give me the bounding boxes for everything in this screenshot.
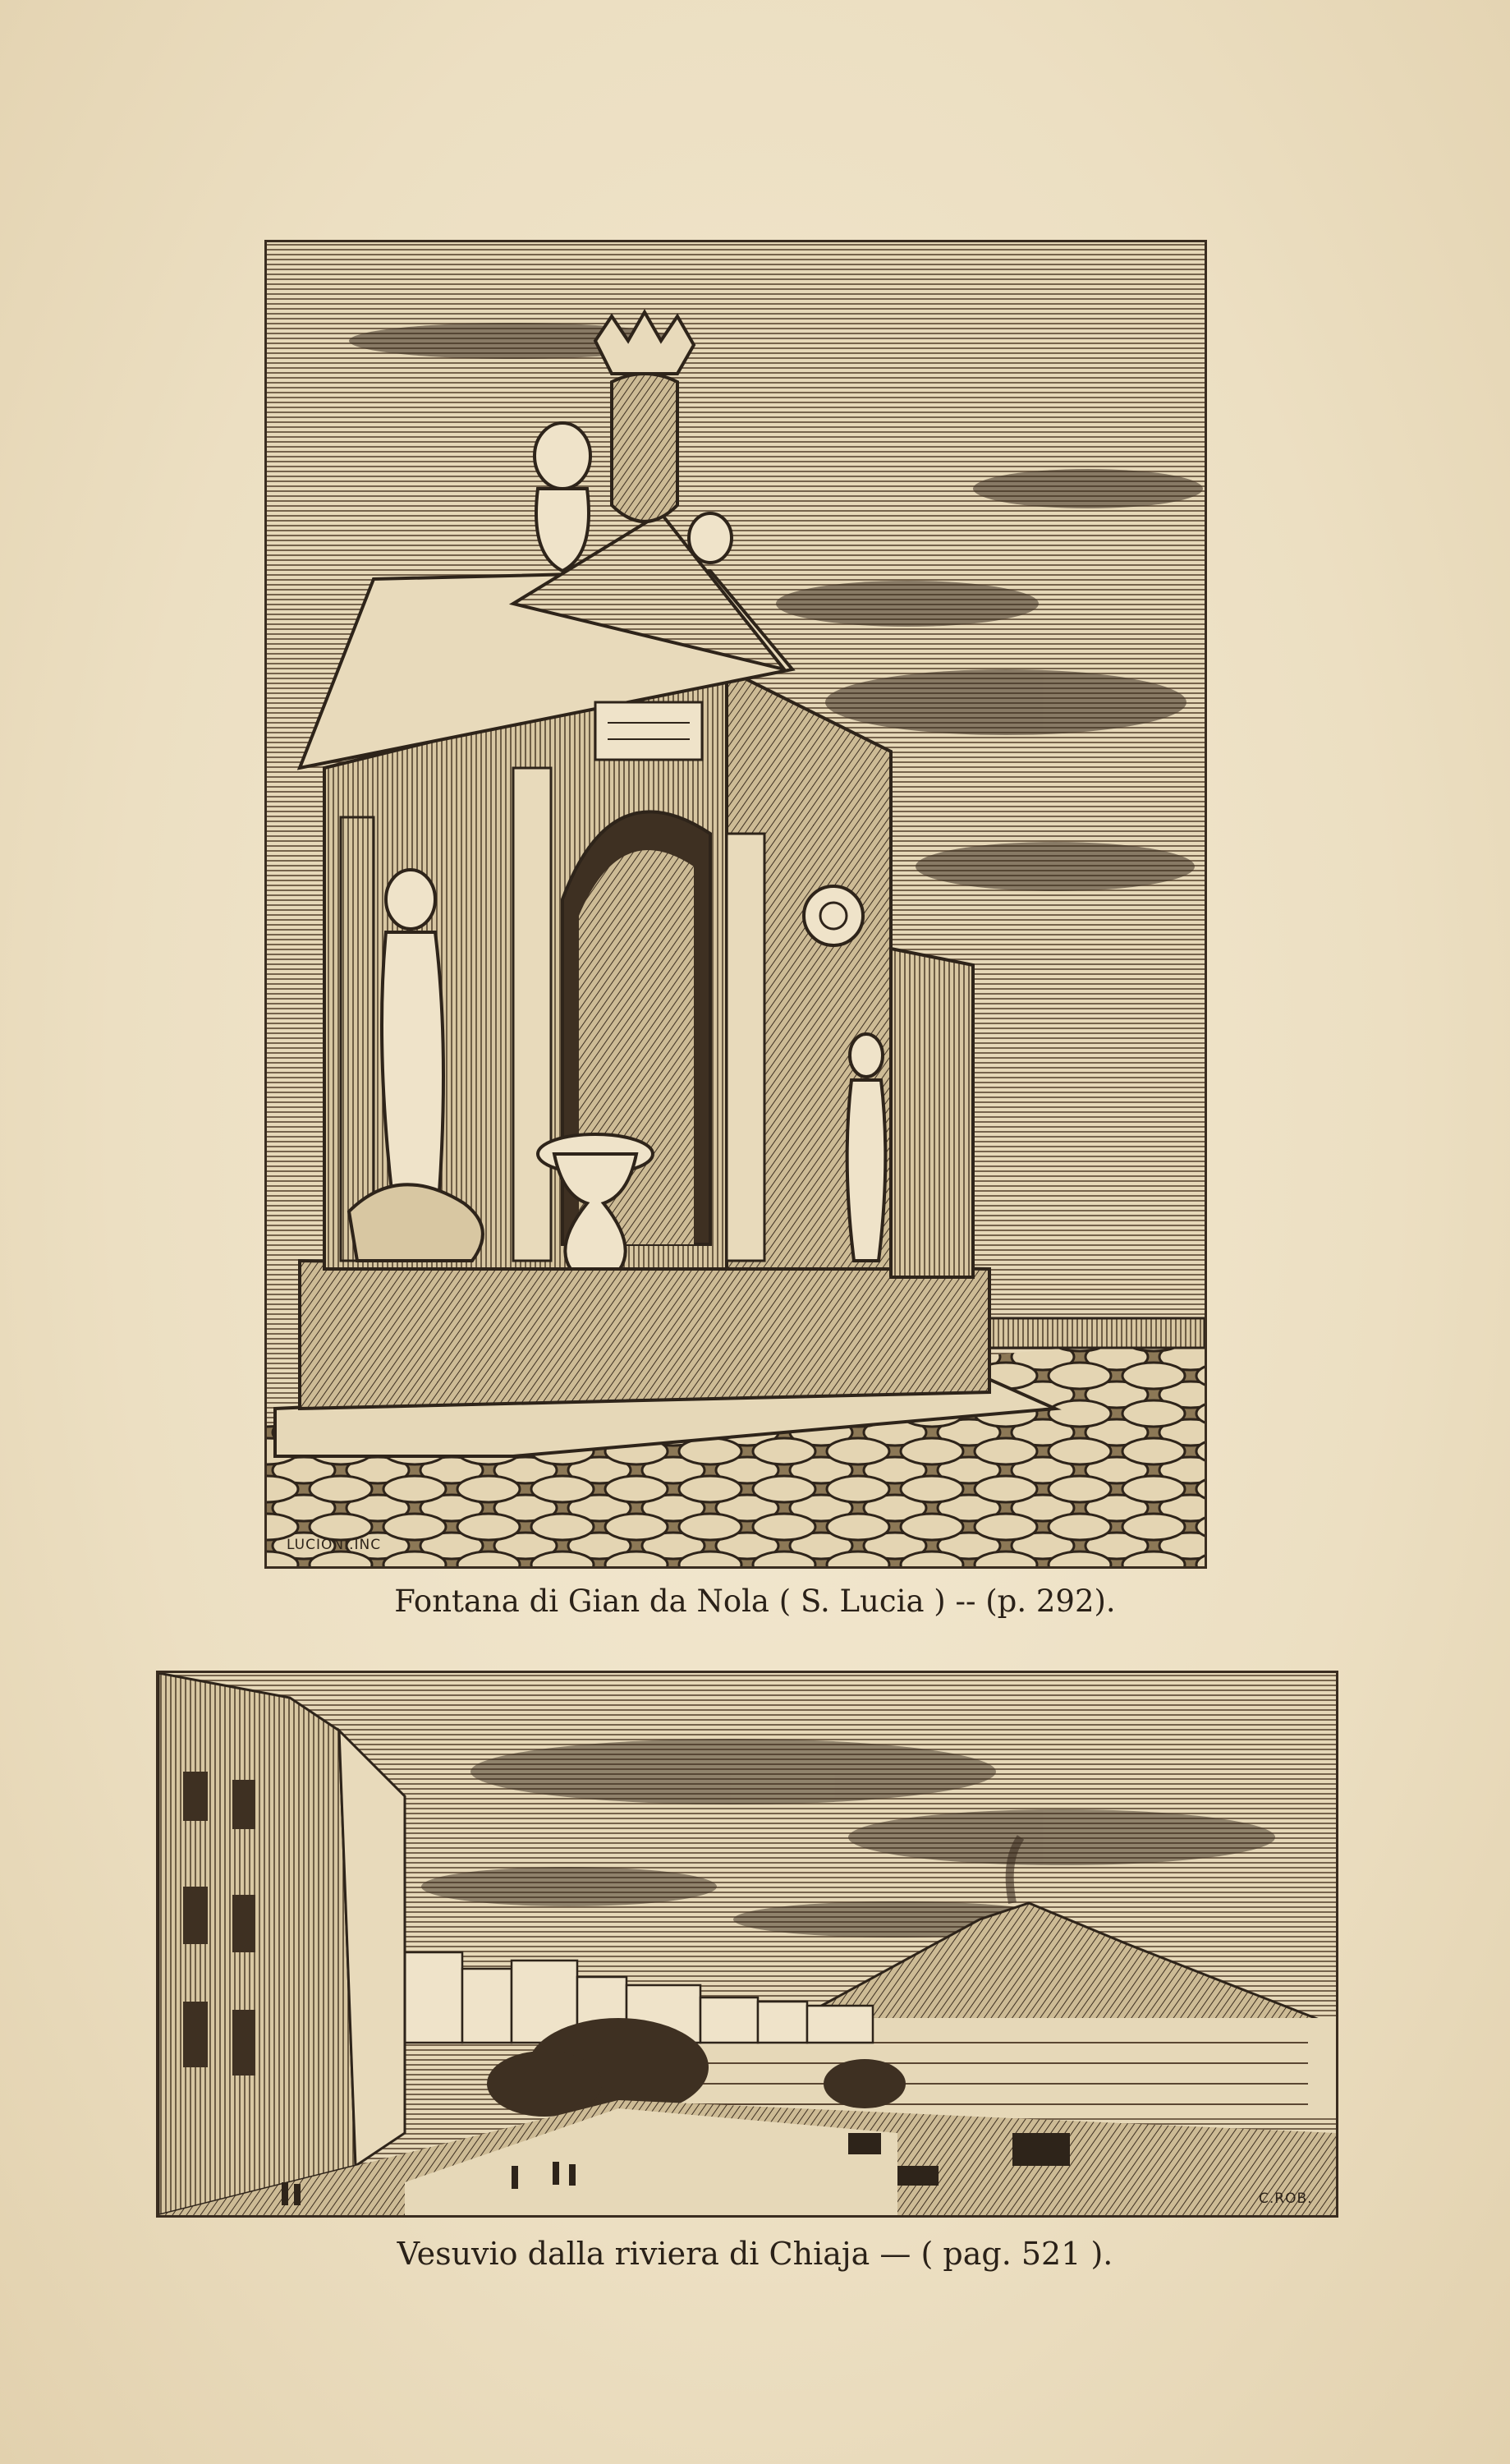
fountain-illustration: [267, 242, 1205, 1566]
engraver-signature: LUCIONI.INC: [287, 1537, 382, 1553]
vesuvius-engraving: [156, 1671, 1338, 2218]
figure-caption-vesuvius: Vesuvio dalla riviera di Chiaja — ( pag. 521 ).: [397, 2236, 1113, 2272]
fountain-engraving: [264, 240, 1207, 1569]
figure-caption-fountain: Fontana di Gian da Nola ( S. Lucia ) -- (p. 292).: [394, 1584, 1116, 1619]
vesuvius-illustration: [158, 1673, 1336, 2215]
engraver-signature: C.ROB.: [1259, 2190, 1313, 2207]
